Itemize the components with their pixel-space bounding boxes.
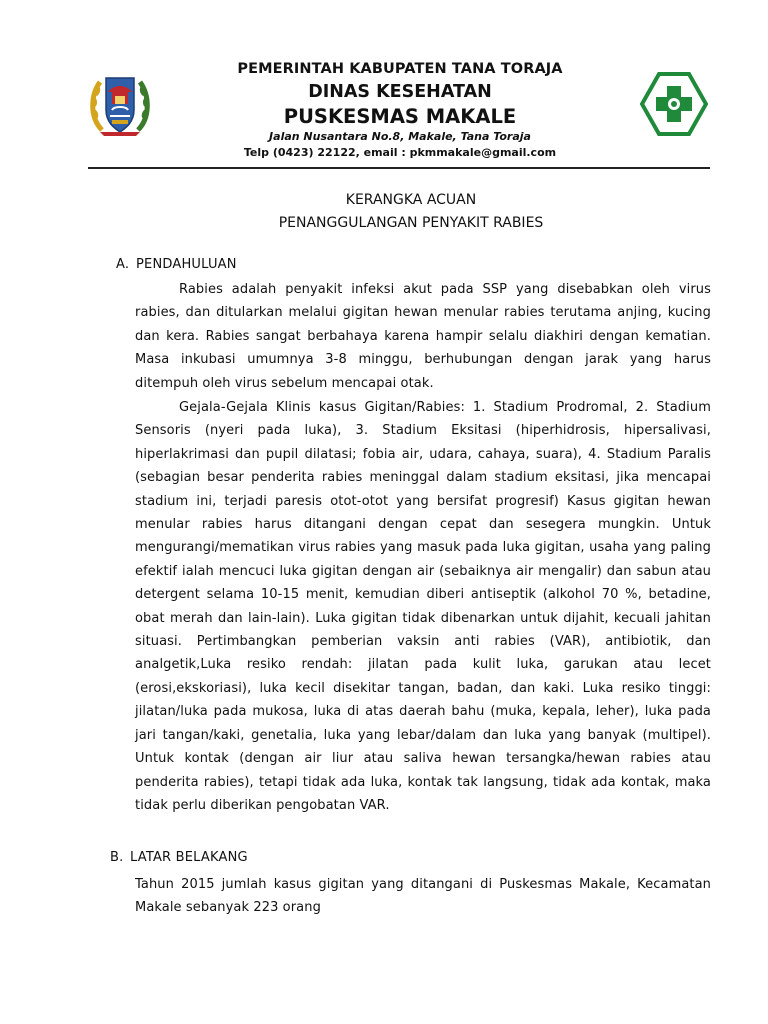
letterhead-divider (88, 167, 710, 169)
letterhead-contact: Telp (0423) 22122, email : pkmmakale@gmail.com (243, 146, 557, 159)
letterhead-address: Jalan Nusantara No.8, Makale, Tana Toraja (269, 130, 531, 143)
section-heading-latar-belakang (110, 850, 248, 865)
health-cross-icon (640, 72, 708, 136)
paragraph-background: Tahun 2015 jumlah kasus gigitan yang ditangani di Puskesmas Makale, Kecamatan Makale sebanyak 223 orang (135, 877, 711, 916)
document-subtitle: PENANGGULANGAN PENYAKIT RABIES (278, 215, 544, 231)
section-letter: B. (110, 850, 124, 865)
section-title: LATAR BELAKANG (130, 850, 248, 865)
letterhead-institution: PUSKESMAS MAKALE (283, 105, 517, 128)
section-title: PENDAHULUAN (136, 257, 237, 272)
section-letter: A. (116, 257, 130, 272)
letterhead-department: DINAS KESEHATAN (308, 82, 492, 102)
section-heading-pendahuluan (116, 257, 237, 272)
document-title: KERANGKA ACUAN (345, 192, 477, 208)
paragraph-clinical-symptoms: Gejala-Gejala Klinis kasus Gigitan/Rabies: 1. Stadium Prodromal, 2. Stadium Sensoris (nyeri pada luka), 3. Stadium Eksitasi (hiperhidrosis, hipersalivasi, hiperlakrimasi dan pupil dilatasi; fobia air, udara, cahaya, suara), 4. Stadium Paralis (sebagian besar penderita rabies meninggal dalam stadium eksitasi, jika mencapai stadium ini, terjadi paresis otot-otot yang bersifat progresif) Kasus gigitan hewan menular rabies harus ditangani dengan cepat dan sesegera mungkin. Untuk mengurangi/mematikan virus rabies yang masuk pada luka gigitan, usaha yang paling efektif ialah mencuci luka gigitan dengan air (sebaiknya air mengalir) dan sabun atau detergent selama 10-15 menit, kemudian diberi antiseptik (alkohol 70 %, betadine, obat merah dan lain-lain). Luka gigitan tidak dibenarkan untuk dijahit, kecuali jahitan situasi. Pertimbangkan pemberian vaksin anti rabies (VAR), antibiotik, dan analgetik,Luka resiko rendah: jilatan pada kulit luka, garukan atau lecet (erosi,ekskoriasi), luka kecil disekitar tangan, badan, dan kaki. Luka resiko tinggi: jilatan/luka pada mukosa, luka di atas daerah bahu (muka, kepala, leher), luka pada jari tangan/kaki, genetalia, luka yang lebar/dalam dan luka yang banyak (multipel). Untuk kontak (dengan air liur atau saliva hewan tersangka/hewan rabies atau penderita rabies), tetapi tidak ada luka, kontak tak langsung, tidak ada kontak, maka tidak perlu diberikan pengobatan VAR. (135, 400, 711, 813)
regency-emblem-icon (88, 70, 152, 138)
letterhead-government: PEMERINTAH KABUPATEN TANA TORAJA (237, 61, 563, 77)
paragraph-rabies-definition: Rabies adalah penyakit infeksi akut pada SSP yang disebabkan oleh virus rabies, dan ditularkan melalui gigitan hewan menular rabies terutama anjing, kucing dan kera. Rabies sangat berbahaya karena hampir selalu diakhiri dengan kematian. Masa inkubasi umumnya 3-8 minggu, berhubungan dengan jarak yang harus ditempuh oleh virus sebelum mencapai otak. (135, 282, 711, 391)
